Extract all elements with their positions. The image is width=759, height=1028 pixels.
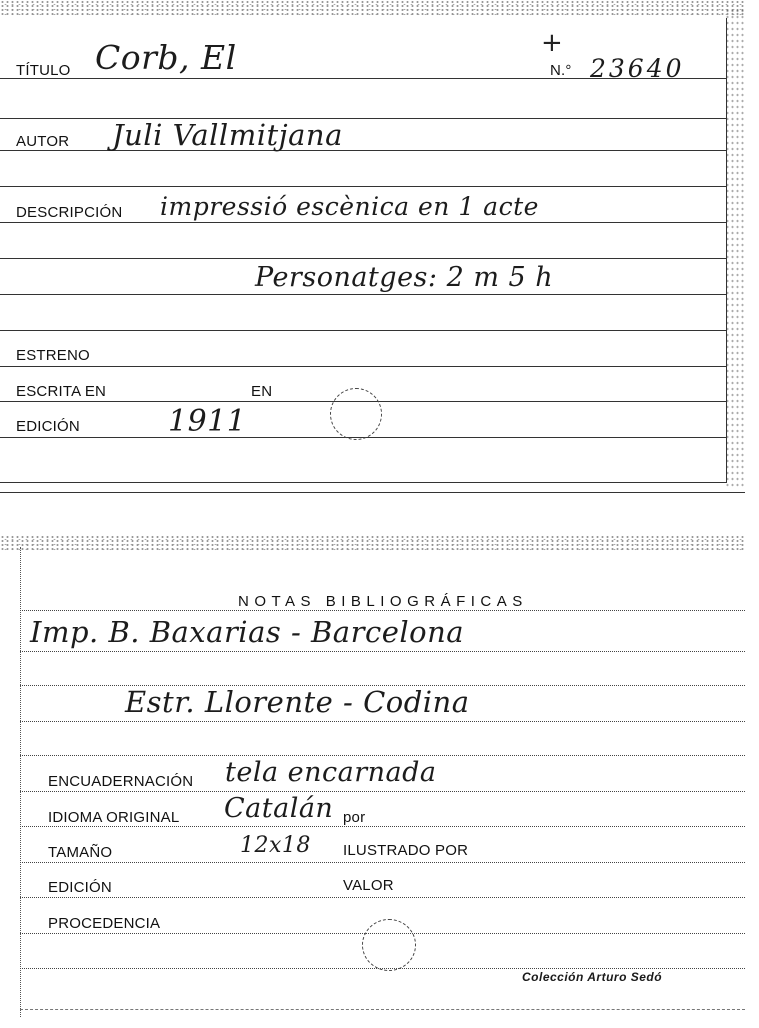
rule-line — [20, 755, 745, 756]
en-label: EN — [251, 383, 273, 400]
rule-line — [0, 118, 727, 119]
rule-line — [0, 222, 727, 223]
idioma-label: IDIOMA ORIGINAL — [48, 809, 180, 826]
escrita-en-label: ESCRITA EN — [16, 383, 107, 400]
valor-label: VALOR — [343, 877, 394, 894]
rule-line — [0, 330, 727, 331]
edicion-label: EDICIÓN — [48, 879, 112, 896]
descripcion-value-1: impressió escènica en 1 acte — [160, 192, 539, 221]
procedencia-label: PROCEDENCIA — [48, 915, 161, 932]
card-top-edge — [0, 0, 745, 16]
catalog-card-back — [0, 535, 745, 1028]
rule-line — [0, 258, 727, 259]
autor-value: Juli Vallmitjana — [112, 118, 343, 152]
card-border-right — [726, 18, 727, 483]
rule-line — [20, 826, 745, 827]
descripcion-label: DESCRIPCIÓN — [16, 204, 123, 221]
idioma-value: Catalán — [224, 793, 334, 824]
autor-label: AUTOR — [16, 133, 70, 150]
tamano-value: 12x18 — [240, 833, 311, 858]
note-line-1: Imp. B. Baxarias - Barcelona — [30, 615, 465, 649]
collection-credit: Colección Arturo Sedó — [522, 970, 663, 984]
card-bottom-edge — [0, 492, 745, 493]
rule-line — [0, 482, 727, 483]
rule-line — [0, 294, 727, 295]
rule-line — [20, 897, 745, 898]
card-top-edge — [0, 535, 745, 551]
rule-line — [20, 721, 745, 722]
card-right-edge — [725, 8, 745, 487]
ilustrado-label: ILUSTRADO POR — [343, 842, 469, 859]
tamano-label: TAMAÑO — [48, 844, 113, 861]
numero-value: 23640 — [590, 54, 685, 83]
cross-mark: + — [541, 28, 563, 58]
punch-hole — [362, 919, 416, 971]
estreno-label: ESTRENO — [16, 347, 90, 364]
edicion-value: 1911 — [168, 404, 247, 439]
encuadernacion-label: ENCUADERNACIÓN — [48, 773, 194, 790]
rule-line — [0, 150, 727, 151]
rule-line — [20, 862, 745, 863]
titulo-value: Corb, El — [95, 38, 237, 77]
note-line-2: Estr. Llorente - Codina — [125, 685, 470, 719]
notas-heading: NOTAS BIBLIOGRÁFICAS — [238, 593, 528, 610]
edicion-label: EDICIÓN — [16, 418, 80, 435]
rule-line — [0, 366, 727, 367]
rule-line — [20, 651, 745, 652]
numero-label: N.° — [550, 62, 572, 79]
encuadernacion-value: tela encarnada — [225, 757, 437, 788]
rule-line — [0, 186, 727, 187]
rule-line — [20, 610, 745, 611]
card-border-left — [20, 547, 21, 1017]
card-bottom-edge — [20, 1009, 745, 1010]
por-label: por — [343, 809, 366, 826]
descripcion-value-2: Personatges: 2 m 5 h — [255, 262, 554, 293]
titulo-label: TÍTULO — [16, 62, 71, 79]
rule-line — [20, 791, 745, 792]
punch-hole — [330, 388, 382, 440]
catalog-card-front — [0, 0, 745, 495]
